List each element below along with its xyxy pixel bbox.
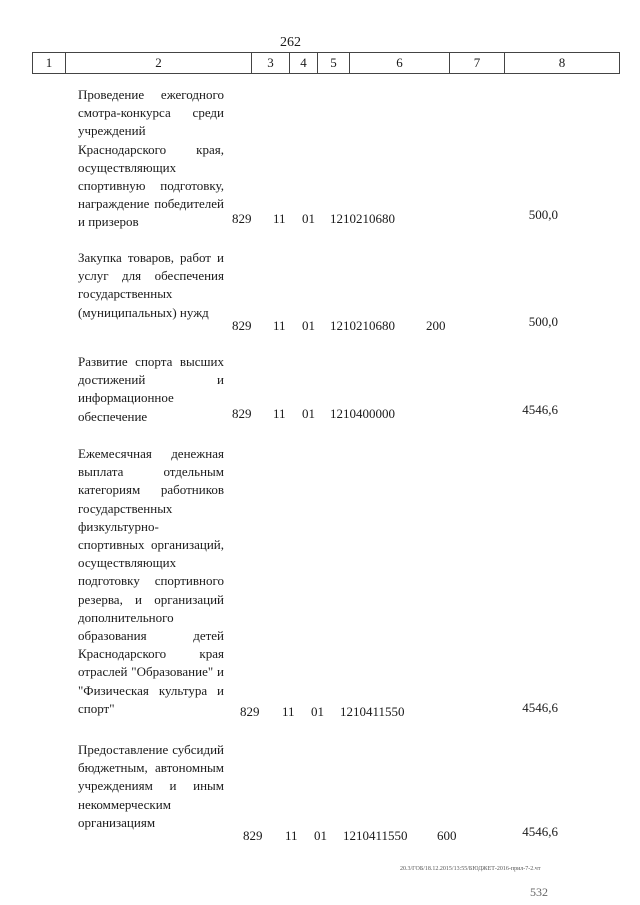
cell-c3: 829 xyxy=(232,406,252,421)
cell-c5: 01 xyxy=(311,704,324,719)
cell-c5: 01 xyxy=(302,211,315,226)
cell-c6: 1210411550 xyxy=(340,704,405,719)
cell-c6: 1210210680 xyxy=(330,318,395,333)
cell-c8: 500,0 xyxy=(528,314,558,329)
cell-c8: 500,0 xyxy=(528,207,558,222)
header-col-2: 2 xyxy=(65,53,251,73)
cell-c8: 4546,6 xyxy=(522,824,558,839)
cell-c8: 4546,6 xyxy=(522,402,558,417)
header-col-3: 3 xyxy=(251,53,289,73)
cell-c4: 11 xyxy=(273,211,286,226)
row-description: Предоставление субсидий бюджетным, автономным учреждениям и иным некоммерческим организациям xyxy=(78,742,224,830)
cell-c6: 1210400000 xyxy=(330,406,395,421)
page-number: 262 xyxy=(280,35,301,50)
cell-c4: 11 xyxy=(285,828,298,843)
header-col-1: 1 xyxy=(32,53,65,73)
cell-c3: 829 xyxy=(243,828,263,843)
cell-c6: 1210411550 xyxy=(343,828,408,843)
cell-c7: 600 xyxy=(437,828,457,843)
header-col-4: 4 xyxy=(289,53,317,73)
cell-c6: 1210210680 xyxy=(330,211,395,226)
header-col-6: 6 xyxy=(349,53,449,73)
cell-c3: 829 xyxy=(240,704,260,719)
cell-c4: 11 xyxy=(273,406,286,421)
table-header xyxy=(32,52,620,74)
cell-c4: 11 xyxy=(273,318,286,333)
cell-c3: 829 xyxy=(232,211,252,226)
cell-c3: 829 xyxy=(232,318,252,333)
cell-c5: 01 xyxy=(314,828,327,843)
row-description: Проведение ежегодного смотра-конкурса среди учреждений Краснодарского края, осуществляющих спортивную подготовку, награждение победителей и призеров xyxy=(78,87,224,230)
header-col-5: 5 xyxy=(317,53,349,73)
footer-code: 20.3/ГОБ/18.12.2015/13:55/БЮДЖЕТ-2016-прил-7-2.чт xyxy=(400,866,541,872)
cell-c4: 11 xyxy=(282,704,295,719)
row-description: Развитие спорта высших достижений и информационное обеспечение xyxy=(78,354,224,424)
row-description: Ежемесячная денежная выплата отдельным категориям работников государственных физкультурно-спортивных организаций, осуществляющих подготовку спортивного резерва, и организаций дополнительного образования детей Краснодарского края отраслей "Образование" и "Физическая культура и спорт" xyxy=(78,446,224,716)
cell-c5: 01 xyxy=(302,318,315,333)
header-col-8: 8 xyxy=(504,53,620,73)
cell-c7: 200 xyxy=(426,318,446,333)
corner-number: 532 xyxy=(530,885,548,899)
header-col-7: 7 xyxy=(449,53,504,73)
row-description: Закупка товаров, работ и услуг для обеспечения государственных (муниципальных) нужд xyxy=(78,250,224,320)
cell-c8: 4546,6 xyxy=(522,700,558,715)
cell-c5: 01 xyxy=(302,406,315,421)
